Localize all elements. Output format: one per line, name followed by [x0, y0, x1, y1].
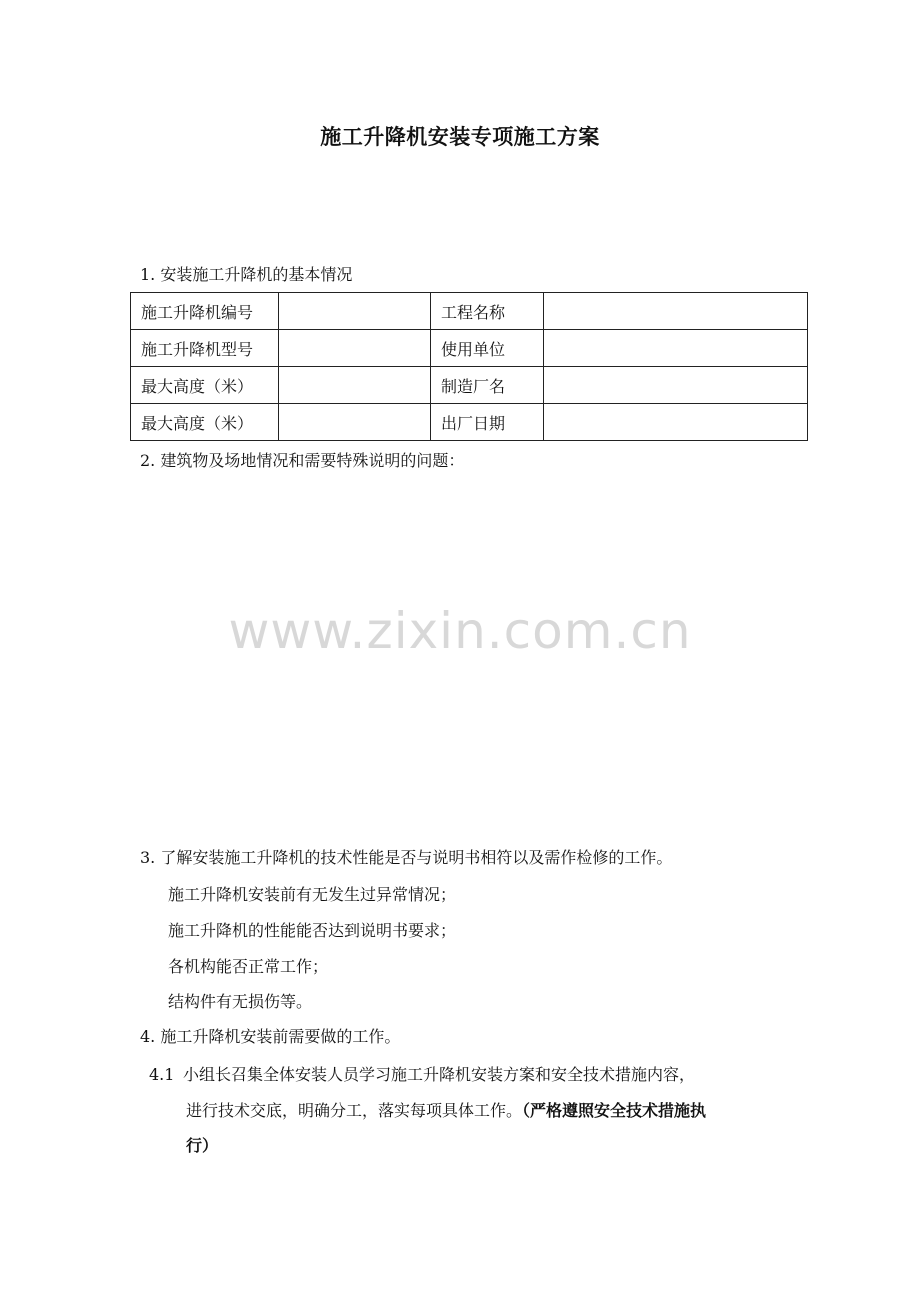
section-4-1-line: 小组长召集全体安装人员学习施工升降机安装方案和安全技术措施内容， — [183, 1065, 696, 1084]
watermark: www.zixin.com.cn — [228, 602, 692, 660]
table-value-cell — [544, 367, 808, 404]
section-4-1-text: 进行技术交底，明确分工，落实每项具体工作。 — [186, 1101, 523, 1120]
section-3-item: 施工升降机的性能能否达到说明书要求； — [168, 921, 457, 940]
section-4-1-number: 4.1 — [149, 1065, 175, 1084]
table-row — [131, 404, 808, 441]
table-label-cell: 最大高度（米） — [131, 404, 279, 441]
safety-note-bold-continued: 行） — [186, 1136, 219, 1155]
table-label-cell: 使用单位 — [431, 330, 544, 367]
table-value-cell — [544, 404, 808, 441]
section-1-heading: 1. 安装施工升降机的基本情况 — [140, 265, 353, 284]
table-label-cell: 最大高度（米） — [131, 367, 279, 404]
table-label-cell: 出厂日期 — [431, 404, 544, 441]
table-value-cell — [279, 293, 431, 330]
section-3-item: 施工升降机安装前有无发生过异常情况； — [168, 885, 457, 904]
safety-note-bold: （严格遵照安全技术措施执 — [522, 1101, 707, 1120]
section-3-heading: 3. 了解安装施工升降机的技术性能是否与说明书相符以及需作检修的工作。 — [140, 848, 673, 867]
section-4-heading: 4. 施工升降机安装前需要做的工作。 — [140, 1027, 401, 1046]
table-value-cell — [279, 330, 431, 367]
section-3-item: 结构件有无损伤等。 — [168, 992, 313, 1011]
table-value-cell — [279, 404, 431, 441]
table-label-cell: 施工升降机编号 — [131, 293, 279, 330]
table-label-cell: 工程名称 — [431, 293, 544, 330]
section-3-item: 各机构能否正常工作； — [168, 957, 329, 976]
table-label-cell: 施工升降机型号 — [131, 330, 279, 367]
table-row — [131, 293, 808, 330]
table-row — [131, 330, 808, 367]
table-row — [131, 367, 808, 404]
table-label-cell: 制造厂名 — [431, 367, 544, 404]
basic-info-table — [130, 292, 808, 441]
section-2-heading: 2. 建筑物及场地情况和需要特殊说明的问题： — [140, 451, 465, 470]
table-value-cell — [279, 367, 431, 404]
document-title: 施工升降机安装专项施工方案 — [320, 124, 600, 149]
table-value-cell — [544, 293, 808, 330]
table-value-cell — [544, 330, 808, 367]
section-4-1-line — [186, 1101, 706, 1121]
